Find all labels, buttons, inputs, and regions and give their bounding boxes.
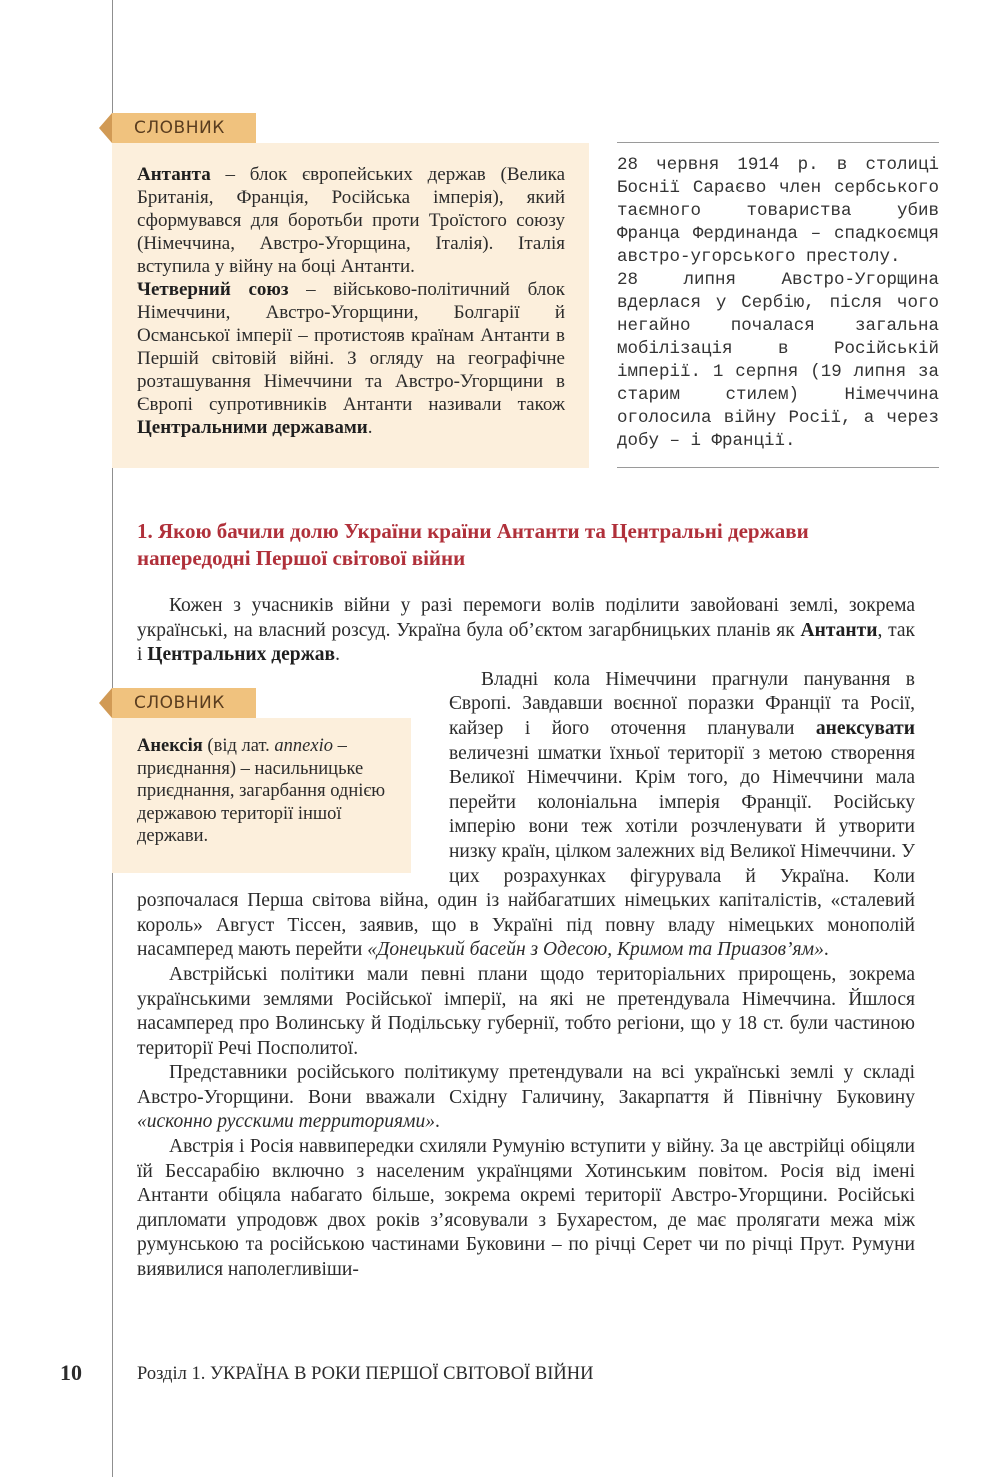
- bold-term: Центральних держав: [147, 644, 336, 666]
- sidebar-paragraph: 28 червня 1914 р. в столиці Боснії Сараєво член сербського таємного товариства убив Франца Фердинанда – спадкоємця австро-угорського престолу.: [617, 155, 939, 267]
- glossary-label: СЛОВНИК: [112, 688, 256, 718]
- paragraph: [137, 594, 915, 668]
- bold-term: Антанти: [800, 619, 878, 641]
- glossary-term-bold: Центральними державами: [137, 417, 368, 438]
- sidebar-paragraph: 28 липня Австро-Угорщина вдерлася у Сербію, після чого негайно почалася загальна мобілізація в Російській імперії. 1 серпня (19 липня за старим стилем) Німеччина оголосила війну Росії, а через добу – і Франції.: [617, 270, 939, 451]
- glossary-definition: – приєднання) – насильницьке приєднання, загарбання однією державою території іншої держави.: [137, 736, 386, 846]
- glossary-box: [112, 143, 589, 468]
- quote: «Донецький басейн з Одесою, Кримом та Приазов’ям»: [367, 939, 824, 961]
- paragraph-text: .: [823, 939, 829, 961]
- page-number: 10: [60, 1360, 82, 1385]
- bold-term: анексувати: [815, 717, 915, 739]
- glossary-term: Анексія: [137, 736, 203, 756]
- quote: «исконно русскими территориями»: [137, 1111, 435, 1133]
- paragraph-text: Кожен з учасників війни у разі перемоги волів поділити завойовані землі, зокрема українські, на власний розсуд. Україна була об’єктом загарбницьких планів як: [137, 595, 915, 641]
- paragraph-text: .: [335, 644, 340, 666]
- paragraph-text: .: [434, 1111, 440, 1133]
- main-text: [137, 594, 915, 1283]
- sidebar-note: [617, 142, 939, 468]
- paragraph: Австрія і Росія наввипередки схиляли Румунію вступити у війну. За це австрійці обіцяли їй Бессарабію включно з населеним українцями Хотинським повітом. Росія від імені Антанти обіцяла набагато більше, зокрема окремі території Австро-Угорщини. Російські дипломати упродовж двох років з’ясовували з Бухарестом, де має пролягати межа між румунською та російською частинами Буковини – по річці Серет чи по річці Прут. Румуни виявилися наполегливіши-: [137, 1136, 915, 1281]
- paragraph-text: , так і: [137, 619, 915, 666]
- paragraph-text: величезні шматки їхньої території з метою створення Великої Німеччини. Крім того, до Німеччини мала перейти колоніальна імперія Франції. Російську імперію вони теж хотіли розчленувати й утворити низку країн, цілком залежних від Великої Німеччини. У цих розрахунках фігурувала й Україна. Коли розпочалася Перша світова війна, один із найбагатших німецьких капіталістів, «сталевий король» Август Тіссен, заявив, що в Україні під повну владу німецьких монополій насамперед мають перейти: [137, 742, 915, 961]
- glossary-label: СЛОВНИК: [112, 113, 256, 143]
- glossary-entry: [137, 278, 565, 439]
- glossary-tab-fold: [99, 113, 112, 143]
- paragraph-text: Представники російського політикуму претендували на всі українські землі у складі Австро-Угорщини. Вони вважали Східну Галичину, Закарпаття й Північну Буковину: [137, 1062, 915, 1108]
- glossary-tab-fold: [99, 688, 112, 718]
- glossary-entry: [137, 163, 565, 278]
- glossary-prefix: (від лат.: [202, 736, 275, 756]
- glossary-float-space: [137, 672, 449, 872]
- glossary-punctuation: .: [367, 417, 373, 438]
- glossary-definition: – військово-політичний блок Німеччини, Австро-Угорщини, Болгарії й Османської імперії – протистояв країнам Антанти в Першій світовій війні. З огляду на географічне розташування Німеччини та Австро-Угорщини в Європі супротивників Антанти називали також: [137, 279, 565, 415]
- glossary-latin-word: annexio: [274, 736, 333, 756]
- paragraph-text: Владні кола Німеччини прагнули панування в Європі. Завдавши воєнної поразки Франції та Росії, кайзер і його оточення планували: [449, 668, 915, 739]
- glossary-term: Антанта: [137, 164, 211, 185]
- paragraph: Австрійські політики мали певні плани щодо територіальних прирощень, зокрема українськими землями Російської імперії, на які не претендувала Німеччина. Йшлося насамперед про Волинську й Подільську губернії, тобто регіони, що у 18 ст. були частиною території Речі Посполитої.: [137, 963, 915, 1059]
- section-heading: 1. Якою бачили долю України країни Антанти та Центральні держави напередодні Першої світової війни: [137, 519, 809, 570]
- chapter-title: Розділ 1. УКРАЇНА В РОКИ ПЕРШОЇ СВІТОВОЇ ВІЙНИ: [137, 1364, 594, 1384]
- paragraph: [137, 1061, 915, 1135]
- glossary-term: Четверний союз: [137, 279, 289, 300]
- glossary-definition: – блок європейських держав (Велика Британія, Франція, Російська імперія), який сформувався для боротьби проти Троїстого союзу (Німеччина, Австро-Угорщина, Італія). Італія вступила у війну на боці Антанти.: [137, 164, 565, 277]
